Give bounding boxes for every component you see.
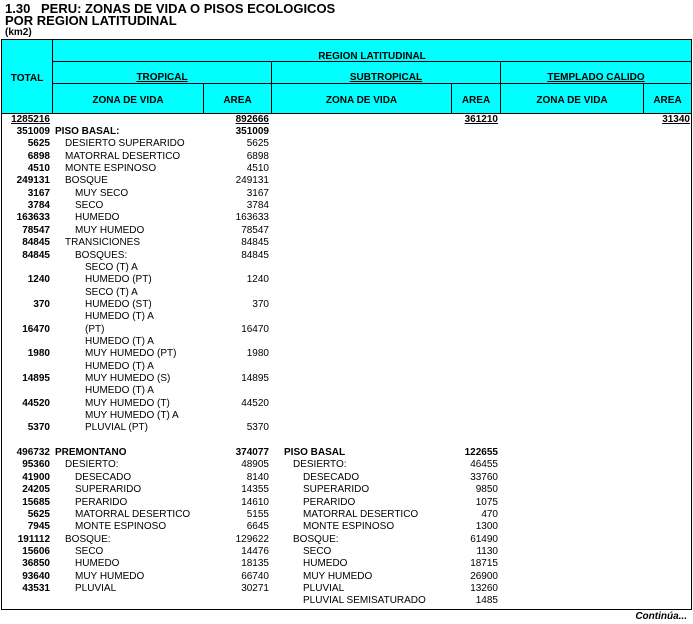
table-number: 1.30 [5, 1, 31, 16]
row-tropical-area: 3167 [246, 187, 269, 199]
row-tropical-area: 129622 [235, 533, 269, 545]
row-tropical-area: 78547 [241, 224, 269, 236]
row-total: 5370 [27, 422, 50, 434]
row-total: 16470 [22, 323, 50, 335]
row-tropical-area: 370 [252, 298, 269, 310]
row-tropical-zona: MUY HUMEDO [75, 570, 145, 582]
row-tropical-zona: PERARIDO [75, 496, 128, 508]
row-tropical-area: 1980 [246, 348, 269, 360]
row-total: 7945 [27, 521, 50, 533]
row-tropical-area: 84845 [241, 249, 269, 261]
row-tropical-zona: TRANSICIONES [65, 237, 141, 249]
row-tropical-zona: DESIERTO: [65, 459, 119, 471]
row-tropical-zona: SECO (T) A [85, 286, 138, 298]
row-tropical-zona: MUY HUMEDO (T) [85, 397, 170, 409]
continues-label: Continúa... [635, 611, 687, 622]
row-tropical-area: 14476 [241, 545, 269, 557]
row-subtropical-area: 26900 [470, 570, 498, 582]
row-total: 3784 [27, 200, 50, 212]
unit-label: (km2) [5, 27, 32, 38]
row-subtropical-area: 9850 [475, 484, 498, 496]
row-total: 370 [33, 298, 50, 310]
header-w-area: AREA [653, 95, 682, 106]
row-tropical-zona: PLUVIAL (PT) [85, 422, 148, 434]
row-tropical-zona: BOSQUE: [65, 533, 111, 545]
page-title: PERU: ZONAS DE VIDA O PISOS ECOLOGICOS [41, 1, 336, 16]
row-total: 15606 [22, 545, 50, 557]
row-total: 5625 [27, 138, 50, 150]
row-subtropical-area: 122655 [464, 447, 498, 459]
row-subtropical-area: 61490 [470, 533, 498, 545]
row-subtropical-zona: DESIERTO: [293, 459, 347, 471]
row-tropical-zona: HUMEDO [75, 212, 120, 224]
grand-total: 1285216 [11, 114, 50, 125]
row-total: 78547 [22, 224, 50, 236]
header-tropical: TROPICAL [136, 72, 188, 83]
row-total: 3167 [27, 187, 50, 199]
frame-right [691, 113, 692, 610]
row-tropical-zona: HUMEDO (T) A [85, 385, 154, 397]
header-region: REGION LATITUDINAL [318, 51, 426, 62]
row-total: 1980 [27, 348, 50, 360]
row-subtropical-zona: PERARIDO [303, 496, 356, 508]
row-tropical-zona: DESECADO [75, 471, 132, 483]
header-s-area: AREA [461, 95, 491, 106]
row-tropical-area: 4510 [246, 163, 269, 175]
row-subtropical-area: 1485 [475, 595, 498, 607]
row-tropical-zona: MUY SECO [75, 187, 129, 199]
row-tropical-zona: MUY HUMEDO [75, 224, 145, 236]
row-tropical-area: 249131 [235, 175, 269, 187]
row-subtropical-area: 1075 [475, 496, 498, 508]
row-tropical-zona: BOSQUES: [75, 249, 128, 261]
row-total: 191112 [17, 533, 50, 545]
header-t-area: AREA [223, 95, 252, 106]
row-tropical-zona: SECO [75, 545, 104, 557]
row-tropical-zona: SUPERARIDO [75, 484, 142, 496]
row-total: 36850 [22, 558, 50, 570]
row-tropical-zona: HUMEDO (ST) [85, 298, 152, 310]
row-subtropical-zona: PISO BASAL [284, 447, 346, 459]
row-tropical-zona: HUMEDO (T) A [85, 360, 154, 372]
row-tropical-zona: MATORRAL DESERTICO [65, 150, 181, 162]
row-total: 6898 [27, 150, 50, 162]
row-tropical-zona: PREMONTANO [55, 447, 127, 459]
row-total: 5625 [27, 508, 50, 520]
row-subtropical-area: 46455 [470, 459, 498, 471]
row-subtropical-zona: DESECADO [303, 471, 360, 483]
row-total: 95360 [22, 459, 50, 471]
header-w-zona: ZONA DE VIDA [536, 95, 608, 106]
row-tropical-area: 6645 [246, 521, 269, 533]
row-total: 41900 [22, 471, 50, 483]
row-tropical-area: 14610 [241, 496, 269, 508]
row-tropical-area: 1240 [246, 274, 269, 286]
row-tropical-zona: MONTE ESPINOSO [65, 163, 157, 175]
row-subtropical-area: 18715 [470, 558, 498, 570]
row-tropical-area: 44520 [241, 397, 269, 409]
row-tropical-zona: MATORRAL DESERTICO [75, 508, 191, 520]
row-tropical-zona: HUMEDO (T) A [85, 311, 154, 323]
row-subtropical-zona: PLUVIAL [303, 582, 345, 594]
subtropical-total: 361210 [464, 114, 498, 125]
row-tropical-zona: MUY HUMEDO (T) A [85, 410, 179, 422]
row-tropical-area: 18135 [241, 558, 269, 570]
row-total: 44520 [22, 397, 50, 409]
row-tropical-zona: PLUVIAL [75, 582, 117, 594]
templado-total: 31340 [662, 114, 690, 125]
row-total: 1240 [27, 274, 50, 286]
header-total: TOTAL [10, 73, 44, 84]
header-s-zona: ZONA DE VIDA [325, 95, 398, 106]
row-total: 15685 [22, 496, 50, 508]
row-subtropical-area: 1130 [476, 545, 498, 557]
row-subtropical-area: 470 [481, 508, 498, 520]
row-tropical-zona: DESIERTO SUPERARIDO [65, 138, 185, 150]
row-total: 163633 [16, 212, 50, 224]
row-tropical-area: 5625 [246, 138, 269, 150]
row-subtropical-area: 33760 [470, 471, 498, 483]
header-t-zona: ZONA DE VIDA [92, 95, 164, 106]
frame-bottom [1, 609, 692, 610]
header-templado: TEMPLADO CALIDO [547, 72, 645, 83]
row-subtropical-zona: SECO [303, 545, 332, 557]
row-tropical-zona: HUMEDO (PT) [85, 274, 152, 286]
row-tropical-area: 48905 [241, 459, 269, 471]
row-total: 93640 [22, 570, 50, 582]
header-subtropical: SUBTROPICAL [349, 72, 423, 83]
row-tropical-area: 374077 [235, 447, 269, 459]
row-tropical-area: 30271 [241, 582, 269, 594]
row-subtropical-zona: HUMEDO [303, 558, 348, 570]
row-tropical-zona: BOSQUE [65, 175, 108, 187]
row-subtropical-area: 1300 [475, 521, 498, 533]
row-total: 84845 [22, 237, 50, 249]
row-tropical-area: 3784 [246, 200, 269, 212]
row-total: 4510 [27, 163, 50, 175]
row-tropical-zona: SECO (T) A [85, 261, 138, 273]
row-tropical-area: 14355 [241, 484, 269, 496]
row-tropical-area: 163633 [235, 212, 269, 224]
row-subtropical-zona: PLUVIAL SEMISATURADO [303, 595, 426, 607]
page-subtitle: POR REGION LATITUDINAL [5, 13, 177, 28]
row-tropical-area: 16470 [241, 323, 269, 335]
row-tropical-area: 5155 [246, 508, 269, 520]
row-total: 84845 [22, 249, 50, 261]
row-total: 14895 [22, 373, 50, 384]
row-total: 249131 [16, 175, 50, 187]
row-total: 351009 [16, 126, 50, 137]
row-subtropical-zona: MATORRAL DESERTICO [303, 508, 419, 520]
row-tropical-area: 14895 [241, 373, 269, 384]
row-subtropical-zona: MONTE ESPINOSO [303, 521, 395, 533]
row-tropical-zona: (PT) [85, 323, 105, 335]
row-tropical-zona: HUMEDO (T) A [85, 335, 154, 347]
row-tropical-area: 6898 [246, 150, 269, 162]
tropical-total: 892666 [235, 114, 269, 125]
row-tropical-area: 5370 [246, 422, 269, 434]
row-tropical-zona: HUMEDO [75, 558, 120, 570]
row-tropical-zona: MUY HUMEDO (PT) [85, 348, 177, 360]
row-total: 496732 [16, 447, 50, 459]
row-tropical-area: 8140 [246, 471, 269, 483]
row-subtropical-zona: SUPERARIDO [303, 484, 370, 496]
row-tropical-area: 351009 [235, 126, 269, 137]
row-subtropical-zona: BOSQUE: [293, 533, 339, 545]
row-tropical-zona: MUY HUMEDO (S) [85, 373, 171, 384]
row-tropical-zona: MONTE ESPINOSO [75, 521, 167, 533]
row-tropical-zona: PISO BASAL: [55, 126, 120, 137]
row-tropical-area: 84845 [241, 237, 269, 249]
row-subtropical-area: 13260 [470, 582, 498, 594]
row-total: 24205 [22, 484, 50, 496]
row-tropical-zona: SECO [75, 200, 104, 212]
row-tropical-area: 66740 [241, 570, 269, 582]
row-subtropical-zona: MUY HUMEDO [303, 570, 373, 582]
row-total: 43531 [22, 582, 50, 594]
